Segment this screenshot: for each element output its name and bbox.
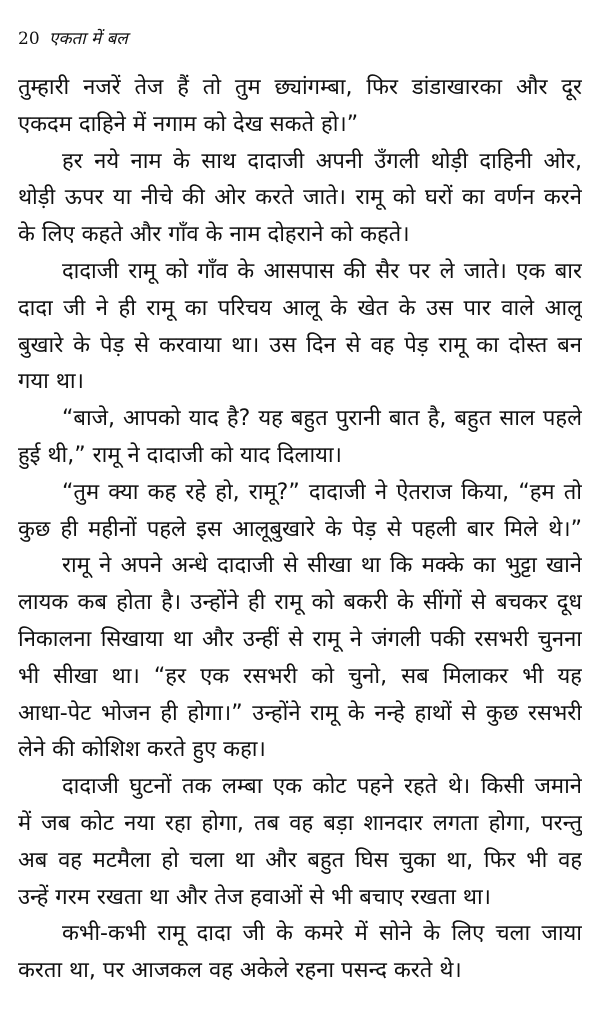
text-line: अब वह मटमैला हो चला था और बहुत घिस चुका था, फिर भी वह [18, 847, 582, 873]
text-line: निकालना सिखाया था और उन्हीं से रामू ने जंगली पकी रसभरी चुनना [18, 626, 582, 652]
text-line: लायक कब होता है। उन्होंने ही रामू को बकरी के सींगों से बचकर दूध [18, 590, 582, 616]
text-line: हर नये नाम के साथ दादाजी अपनी उँगली थोड़ी दाहिनी ओर, [62, 148, 582, 174]
text-line: हुई थी,” रामू ने दादाजी को याद दिलाया। [18, 442, 342, 468]
text-line: उन्हें गरम रखता था और तेज हवाओं से भी बचाए रखता था। [18, 884, 491, 910]
text-line: के लिए कहते और गाँव के नाम दोहराने को कहते। [18, 222, 410, 248]
body-text [18, 70, 582, 990]
text-line: एकदम दाहिने में नगाम को देख सकते हो।” [18, 111, 359, 137]
text-line: भी सीखा था। “हर एक रसभरी को चुनो, सब मिलाकर भी यह [18, 663, 582, 689]
text-line: में जब कोट नया रहा होगा, तब वह बड़ा शानदार लगता होगा, परन्तु [18, 810, 582, 836]
text-line: लेने की कोशिश करते हुए कहा। [18, 737, 266, 763]
text-line: दादाजी रामू को गाँव के आसपास की सैर पर ले जाते। एक बार [62, 258, 582, 284]
running-head [18, 26, 128, 49]
text-line: “तुम क्या कह रहे हो, रामू?” दादाजी ने ऐतराज किया, “हम तो [62, 479, 582, 505]
chapter-title: एकता में बल [49, 29, 128, 49]
page-number: 20 [18, 29, 40, 49]
text-line: गया था। [18, 369, 84, 395]
text-line: बुखारे के पेड़ से करवाया था। उस दिन से वह पेड़ रामू का दोस्त बन [18, 332, 582, 358]
text-line: कुछ ही महीनों पहले इस आलूबुखारे के पेड़ से पहली बार मिले थे।” [18, 516, 582, 542]
text-line: दादा जी ने ही रामू का परिचय आलू के खेत के उस पार वाले आलू [18, 295, 582, 321]
text-line: तुम्हारी नजरें तेज हैं तो तुम छ्यांगम्बा, फिर डांडाखारका और दूर [18, 75, 582, 100]
text-line: थोड़ी ऊपर या नीचे की ओर करते जाते। रामू को घरों का वर्णन करने [18, 185, 582, 211]
text-line: कभी-कभी रामू दादा जी के कमरे में सोने के लिए चला जाया [62, 921, 582, 947]
text-line: “बाजे, आपको याद है? यह बहुत पुरानी बात है, बहुत साल पहले [62, 406, 582, 432]
text-line: करता था, पर आजकल वह अकेले रहना पसन्द करते थे। [18, 958, 462, 984]
text-line: रामू ने अपने अन्धे दादाजी से सीखा था कि मक्के का भुट्टा खाने [62, 553, 582, 579]
text-line: दादाजी घुटनों तक लम्बा एक कोट पहने रहते थे। किसी जमाने [62, 774, 582, 800]
text-line: आधा-पेट भोजन ही होगा।” उन्होंने रामू के नन्हे हाथों से कुछ रसभरी [18, 700, 582, 726]
